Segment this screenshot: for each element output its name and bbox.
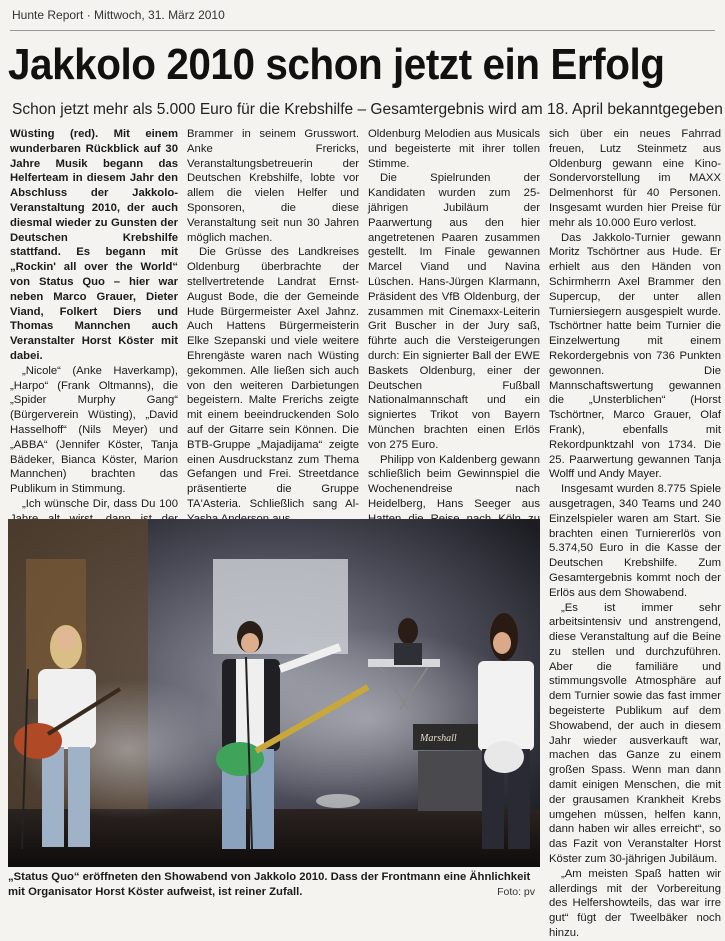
header-divider [10,30,715,31]
amplifier-logo: Marshall [420,733,457,744]
article-column-3 [368,127,540,556]
band-photo [8,519,540,867]
article-column-2 [187,127,359,527]
article-paragraph: Philipp von Kaldenberg gewann schließlich beim Gewinnspiel die Wochenendreise nach Heidelberg, Hans Seeger aus [368,453,540,510]
article-paragraph: „Ich wünsche Dir, dass Du 100 [22,497,178,510]
article-subheadline: Schon jetzt mehr als 5.000 Euro für die Krebshilfe – Gesamtergebnis wird am 18. April bekanntgegeben [12,101,723,118]
article-paragraph: Die Grüsse des Landkreises Oldenburg überbrachte der stellvertretende Landrat Ernst-August Bode, die der Gemeinde Hude Bürgermeister Axel Jahnz. Auch Hattens Bürgermeisterin Elke Szepanski und viele weitere Ehrengäste waren nach Wüsting gekommen. Alle ließen sich auch von den weiteren Darbietungen begeistern. Malte Frerichs zeigte mit einem beeindruckenden Solo auf der Gitarre sein Können. Die BTB-Gruppe „Majadijama“ zeigte einen Ausdruckstanz zum Thema Gefangen und Frei. Streetdance präsentierte die Gruppe TA'Asteria. Schließlich sang Al- [187,246,359,510]
article-paragraph: Die Spielrunden der Kandidaten wurden zum 25-jährigen Jubiläum der Paarwertung aus den hier angetretenen Paaren zusammen gestellt. Im Finale gewannen Marcel Viand und Navina Lüschen. Hans-Jürgen Klarmann, Präsident des VfB Oldenburg, der zusammen mit Cinemaxx-Leiterin Grit Buscher in der Jury saß, führte auch die Versteigerungen durch: Ein signierter Ball der EWE Baskets Oldenburg, einer der Deutschen Fußball Nationalmannschaft und ein signiertes Trikot von Bayern München brachten einen Erlös von 275 Euro. [368,172,540,451]
article-paragraph: „Nicole“ (Anke Haverkamp), „Harpo“ (Frank Oltmanns), die „Spider Murphy Gang“ (Bürgerverein Wüsting), „David Hasselhoff“ (Nils Meyer) und „ABBA“ (Jennifer Köster, Tanja Bädeker, Bianca Köster, Marion Mannchen) brachten das Publikum in Stimmung. [10,364,178,496]
article-paragraph: „Es ist immer sehr arbeitsintensiv und anstrengend, diese Veranstaltung auf die Beine zu stellen und durchzuführen. Aber die familiäre und stimmungsvolle Atmosphäre auf dem Turnier sowie das fast immer begeisterte Publikum auf dem Showabend, der auch in diesem Jahr wieder ausverkauft war, machen das Ganze zu einem großen Spass. Wenn man dann damit einigen Menschen, die mit der grausamen Krankheit Krebs umgehen müssen, helfen kann, dann haben wir alles erreicht“, so das Fazit von Veranstalter Horst Köster zum 30-jährigen Jubiläum. [549,601,721,866]
band-stage-illustration [8,519,540,867]
photo-credit: Foto: pv [497,886,535,898]
article-paragraph: Brammer in seinem Grusswort. Anke Frericks, Veranstaltungsbetreuerin der Deutschen Krebshilfe, lobte vor allem die vielen Helfer und Sponsoren, die diese Veranstaltung seit nun 30 Jahren möglich machen. [187,128,359,244]
newspaper-header: Hunte Report · Mittwoch, 31. März 2010 [12,8,225,22]
article-headline: Jakkolo 2010 schon jetzt ein Erfolg [8,40,665,89]
article-paragraph: Insgesamt wurden 8.775 Spiele ausgetragen, 340 Teams und 240 Einzelspieler waren am Start. Sie brachten einen Turniererlös von 5.374,50 Euro in die Kasse der Deutschen Krebshilfe. Zum Gesamtergebnis kommt noch der Erlös aus dem Showabend. [549,483,721,599]
photo-caption: „Status Quo“ eröffneten den Showabend von Jakkolo 2010. Dass der Frontmann eine Ähnlichkeit mit Organisator Horst Köster aufweist, ist reiner Zufall. [8,871,531,898]
article-paragraph: „Am meisten Spaß hatten wir allerdings mit der Vorbereitung des Helfershowteils, das war irre gut“ fügt der Tweelbäker noch hinzu. [549,867,721,940]
amplifier-cabinet [418,751,483,811]
article-lead-paragraph: Wüsting (red). Mit einem wunderbaren Rückblick auf 30 Jahre Musik begann das Helferteam in diesem Jahr den Abschluss der Jakkolo-Veranstaltung 2010, der auch diesmal wieder zu Gunsten der Deutschen Krebshilfe stattfand. Es begann mit „Rockin' all over the World“ von Status Quo – hier war neben Marco Grauer, Dieter Viand, Folkert Diers und Thomas Mannchen auch Veranstalter Horst Köster mit dabei. [10,128,178,362]
article-paragraph: Das Jakkolo-Turnier gewann Moritz Tschörtner aus Hude. Er erhielt aus den Händen von Schirmherrn Axel Brammer den Supercup, der unter allen Turniersiegern ausgespielt wurde. Tschörtner hatte beim Turnier die Einzelwertung mit einem Rekordergebnis von 736 Punkten gewonnen. Die Mannschaftswertung gewannen die „Unsterblichen“ (Horst Tschörtner, Marco Grauer, Olaf Frank), ebenfalls mit Rekordpunktzahl von 1734. Die 25. Paarwertung gewannen Tanja Wolff und Andy Mayer. [549,231,721,481]
article-column-1 [10,127,178,571]
article-column-4 [549,127,721,941]
article-paragraph: sich über ein neues Fahrrad freuen, Lutz Steinmetz aus Oldenburg gewann eine Kino-Sondervorstellung im MAXX Delmenhorst für 40 Personen. Insgesamt wurden hier Preise für mehr als 10.000 Euro verlost. [549,128,721,229]
article-paragraph: Oldenburg Melodien aus Musicals und begeisterte mit ihrer tollen Stimme. [368,128,540,170]
